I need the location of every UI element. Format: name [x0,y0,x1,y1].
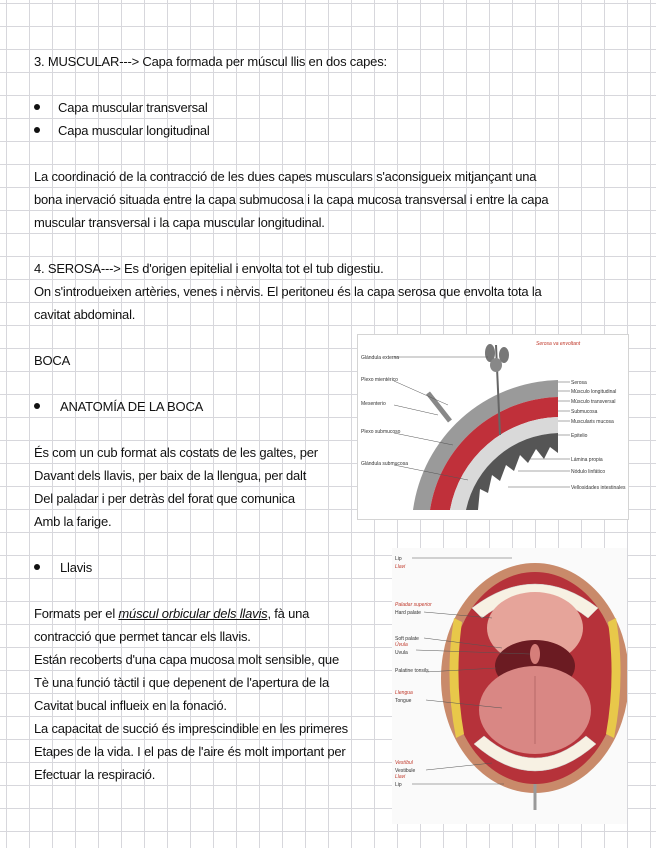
mouth-handwritten: Llavi [395,774,406,780]
mouth-label: Lip [395,556,402,562]
llavis-line-4: Cavitat bucal influeix en la fonació. [34,698,227,713]
muscular-heading: 3. MUSCULAR---> Capa formada per múscul llis en dos capes: [34,54,387,69]
label-left: Plexo submucoso [361,429,401,435]
label-right: Muscularis mucosa [571,419,614,425]
mouth-label: Vestibule [395,768,416,774]
orbicular-muscle-link[interactable]: múscul orbicular dels llavis [118,606,268,621]
llavis-line-7: Efectuar la respiració. [34,767,156,782]
label-right: Lámina propia [571,457,603,463]
label-left: Mesenterio [361,401,386,407]
anatomia-line-2: Davant dels llavis, per baix de la llengua, per dalt [34,468,307,483]
anatomia-line-1: És com un cub format als costats de les galtes, per [34,445,318,460]
mouth-handwritten: Llengua [395,690,413,696]
anatomia-bullet: ANATOMÍA DE LA BOCA [60,399,204,414]
mouth-handwritten: Paladar superior [395,602,432,608]
label-left: Glándula submucosa [361,461,408,467]
label-right: Epitelio [571,433,588,439]
mouth-label: Palatine tonsils [395,668,429,674]
mouth-handwritten: Llavi [395,564,406,570]
mouth-handwritten: Vestíbul [395,760,413,766]
llavis-line-6: Etapes de la vida. I el pas de l'aire és molt important per [34,744,346,759]
coordination-line-1: La coordinació de la contracció de les dues capes musculars s'aconsigueix mitjançant una [34,169,537,184]
mouth-label: Soft palate [395,636,419,642]
digestive-wall-figure [357,334,629,520]
llavis-line-2: Están recoberts d'una capa mucosa molt sensible, que [34,652,339,667]
label-right: Submucosa [571,409,598,415]
anatomia-line-4: Amb la farige. [34,514,112,529]
serosa-line-3: cavitat abdominal. [34,307,136,322]
label-right: Vellosidades intestinales [571,485,626,491]
llavis-line-5: La capacitat de succió és imprescindible en les primeres [34,721,348,736]
llavis-intro-suffix: , fà una [267,606,310,621]
mouth-label: Lip [395,782,402,788]
bullet-icon [34,104,40,110]
mouth-handwritten: Úvula [395,642,408,648]
label-right: Músculo transversal [571,399,616,405]
serosa-line-2: On s'introdueixen artèries, venes i nèrvis. El peritoneu és la capa serosa que envolta tota la [34,284,542,299]
label-right: Nódulo linfático [571,469,606,475]
label-left: Plexo mientérico [361,377,398,383]
llavis-intro-prefix: Formats per el [34,606,119,621]
bullet-icon [34,403,40,409]
mesentery [428,393,450,421]
coordination-line-3: muscular transversal i la capa muscular longitudinal. [34,215,325,230]
digestive-wall-illustration [358,335,628,519]
label-left: Glándula externa [361,355,400,361]
bullet-icon [34,127,40,133]
mouth-label: Uvula [395,650,408,656]
gland-leaf [490,358,502,372]
handwritten-note: Serosa va envoltant [536,341,581,347]
mouth-illustration [392,548,627,824]
llavis-line-3: Tè una funció tàctil i que depenent de l'apertura de la [34,675,330,690]
mouth-figure [392,548,627,824]
bullet-muscular-transversal: Capa muscular transversal [58,100,208,115]
boca-heading: BOCA [34,353,71,368]
uvula [530,644,540,664]
llavis-bullet: Llavis [60,560,93,575]
llavis-line-1: contracció que permet tancar els llavis. [34,629,251,644]
bullet-muscular-longitudinal: Capa muscular longitudinal [58,123,210,138]
llavis-intro [34,602,309,625]
serosa-line-1: 4. SEROSA---> Es d'origen epitelial i envolta tot el tub digestiu. [34,261,384,276]
label-right: Serosa [571,380,587,386]
anatomia-line-3: Del paladar i per detràs del forat que comunica [34,491,295,506]
bullet-icon [34,564,40,570]
mouth-label: Tongue [395,698,412,704]
coordination-line-2: bona inervació situada entre la capa submucosa i la capa mucosa transversal i entre la capa [34,192,549,207]
label-right: Músculo longitudinal [571,389,617,395]
mouth-label: Hard palate [395,610,421,616]
